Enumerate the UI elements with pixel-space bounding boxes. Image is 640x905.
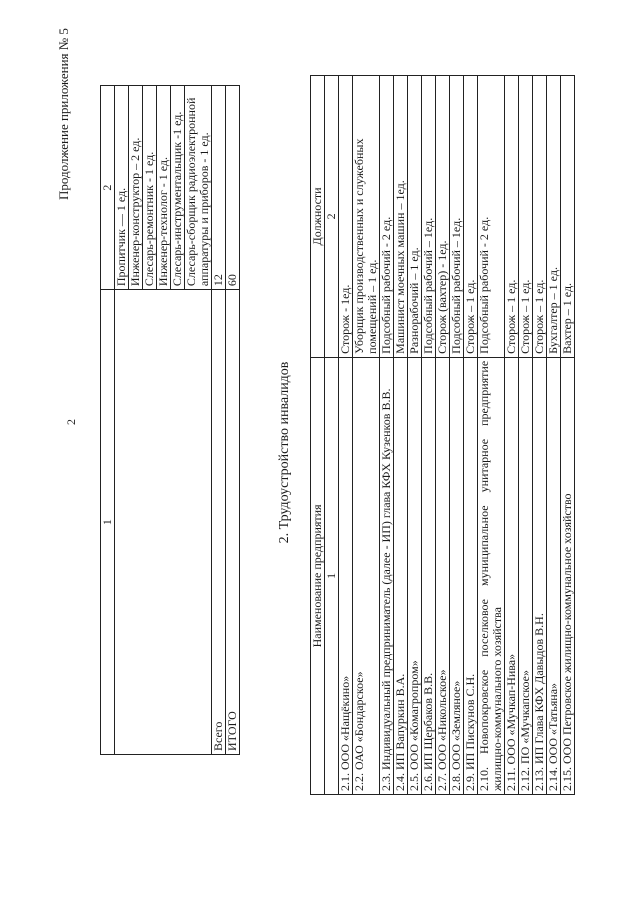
enterprise-name: 2.9. ИП Пискунов С.Н.	[464, 357, 478, 794]
position-cell: Машинист моечных машин – 1ед.	[394, 76, 408, 358]
table-row	[422, 76, 436, 795]
position-cell: Пропитчик — 1 ед.	[115, 86, 129, 290]
position-cell: Сторож – 1 ед.	[533, 76, 547, 358]
table-row	[547, 76, 561, 795]
employment-table	[310, 75, 575, 795]
enterprise-name: 2.5. ООО «Комагропром»	[408, 357, 422, 794]
positions-table-continued	[100, 85, 240, 755]
position-cell: Инженер-технолог - 1 ед.	[157, 86, 171, 290]
column-header: Наименование предприятия	[311, 357, 325, 794]
position-cell: Сторож - 1ед.	[339, 76, 353, 358]
grand-total-label: ИТОГО	[226, 290, 240, 755]
table-row	[353, 76, 380, 795]
table-row	[339, 76, 353, 795]
column-header: Должности	[311, 76, 325, 358]
total-value: 12	[212, 86, 226, 290]
position-cell: Разнорабочий – 1 ед.	[408, 76, 422, 358]
position-cell: Сторож – 1 ед.	[519, 76, 533, 358]
table-row	[533, 76, 547, 795]
enterprise-name: 2.2. ОАО «Бондарское»	[353, 357, 380, 794]
grand-total-value: 60	[226, 86, 240, 290]
table-row	[478, 76, 505, 795]
table-header-row	[311, 76, 325, 795]
enterprise-name: 2.10. Новопокровское поселковое муниципальное унитарное предприятие жилищно-коммунального хозяйства	[478, 357, 505, 794]
grand-total-row	[226, 86, 240, 755]
table-row	[101, 86, 115, 755]
enterprise-name: 2.6. ИП Щербаков В.В.	[422, 357, 436, 794]
total-row	[212, 86, 226, 755]
enterprise-name: 2.14. ООО «Татьяна»	[547, 357, 561, 794]
table-row	[325, 76, 339, 795]
enterprise-name: 2.1. ООО «Нащёкино»	[339, 357, 353, 794]
position-cell: Сторож (вахтер) - 1ед.	[436, 76, 450, 358]
position-cell: Инженер-конструктор – 2 ед.	[129, 86, 143, 290]
position-cell: Вахтер – 1 ед.	[561, 76, 575, 358]
section-title: 2. Трудоустройство инвалидов	[277, 361, 292, 544]
enterprise-name: 2.3. Индивидуальный предприниматель (далее - ИП) глава КФХ Кузенков В.В.	[380, 357, 394, 794]
table-row	[464, 76, 478, 795]
enterprise-name: 2.11. ООО «Мучкап-Нива»	[505, 357, 519, 794]
col-number: 2	[325, 76, 339, 358]
enterprise-name: 2.8. ООО «Земляное»	[450, 357, 464, 794]
position-cell: Бухгалтер – 1 ед.	[547, 76, 561, 358]
table-row	[505, 76, 519, 795]
page-number: 2	[64, 419, 78, 425]
position-cell: Подсобный рабочий – 1ед.	[450, 76, 464, 358]
position-cell: Слесарь-сборщик радиоэлектронной аппаратуры и приборов - 1 ед.	[185, 86, 212, 290]
enterprise-name: 2.7. ООО «Никольское»	[436, 357, 450, 794]
enterprise-name: 2.4. ИП Вапуркин В.А.	[394, 357, 408, 794]
position-cell: Уборщик производственных и служебных помещений – 1 ед.	[353, 76, 380, 358]
table-row	[436, 76, 450, 795]
table-row	[408, 76, 422, 795]
table-row	[519, 76, 533, 795]
table-row	[450, 76, 464, 795]
table-row	[561, 76, 575, 795]
position-cell: Подсобный рабочий – 1ед.	[422, 76, 436, 358]
empty-cell	[115, 290, 212, 755]
position-cell: Подсобный рабочий - 2 ед.	[380, 76, 394, 358]
position-cell: Слесарь-ремонтник - 1 ед.	[143, 86, 157, 290]
col-number: 1	[325, 357, 339, 794]
enterprise-name: 2.15. ООО Петровское жилищно-коммунальное хозяйство	[561, 357, 575, 794]
total-label: Всего	[212, 290, 226, 755]
col-number: 2	[101, 86, 115, 290]
position-cell: Сторож – 1 ед.	[505, 76, 519, 358]
table-row	[394, 76, 408, 795]
continuation-header: Продолжение приложения № 5	[56, 28, 71, 200]
enterprise-name: 2.12. ПО «Мучкапское»	[519, 357, 533, 794]
position-cell: Подсобный рабочий - 2 ед.	[478, 76, 505, 358]
table-row	[115, 86, 129, 755]
position-cell: Слесарь-инструментальщик -1 ед.	[171, 86, 185, 290]
table-row	[380, 76, 394, 795]
col-number: 1	[101, 290, 115, 755]
enterprise-name: 2.13. ИП Глава КФХ Давыдов В.Н.	[533, 357, 547, 794]
position-cell: Сторож – 1 ед.	[464, 76, 478, 358]
